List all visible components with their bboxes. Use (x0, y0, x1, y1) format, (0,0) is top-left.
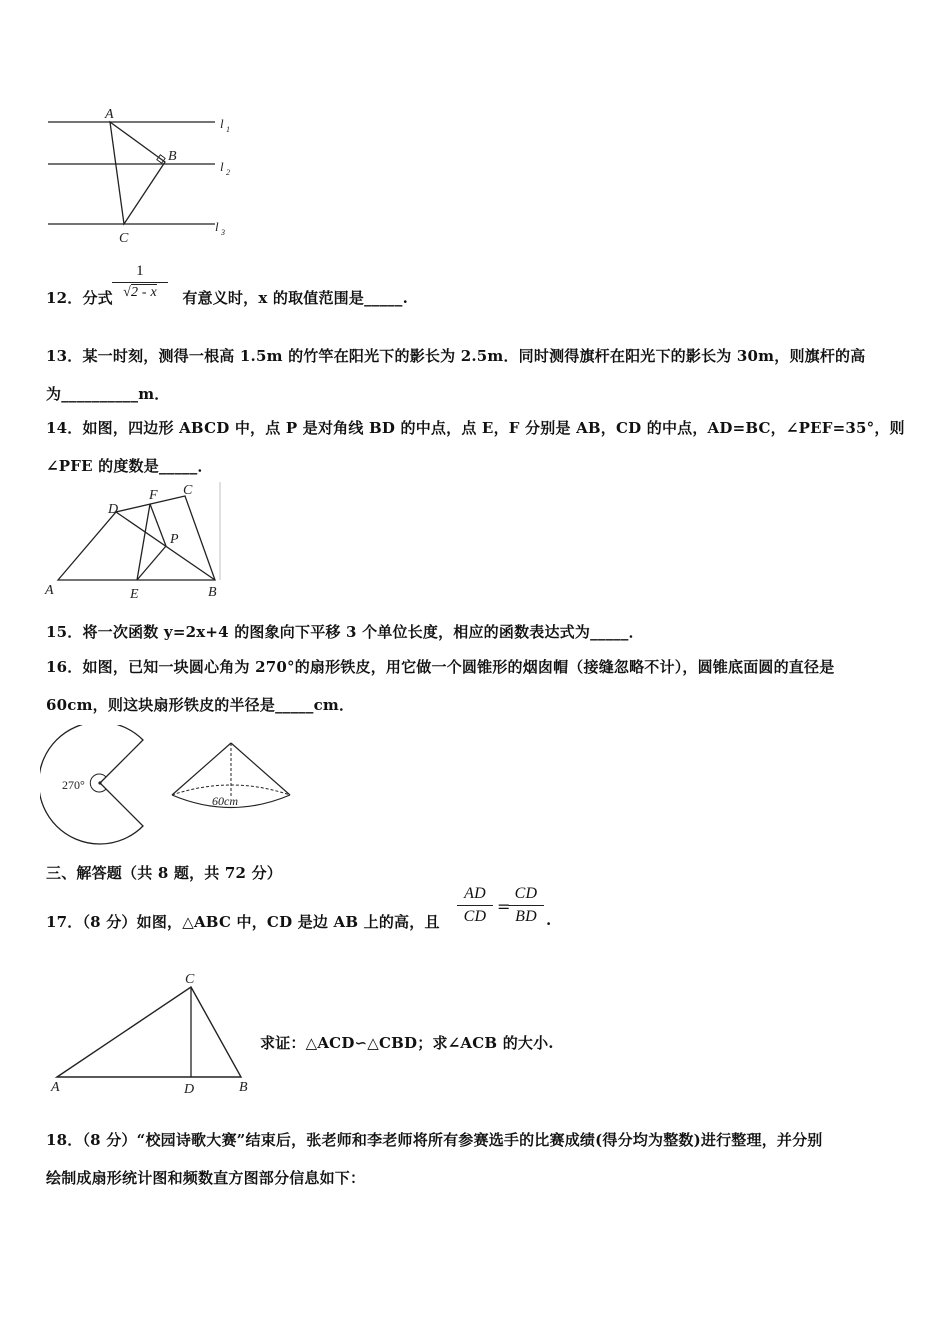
label-c: C (183, 483, 193, 498)
question-17 (46, 885, 552, 935)
question-14-line1: 14．如图，四边形 ABCD 中，点 P 是对角线 BD 的中点，点 E，F 分别是 AB，CD 的中点，AD=BC，∠PEF=35°，则 (46, 419, 905, 437)
label-b: B (168, 149, 177, 164)
label-b: B (208, 585, 217, 600)
sector-270 (40, 725, 143, 844)
label-l3-sub: 3 (221, 228, 225, 237)
label-p: P (170, 532, 179, 547)
question-12 (46, 263, 408, 307)
label-c: C (119, 231, 129, 246)
label-d: D (108, 502, 119, 517)
q17-f2-den: BD (515, 908, 537, 925)
sector-center (98, 781, 101, 784)
figure-parallel-lines-triangle (40, 100, 250, 250)
segment-fp (150, 504, 166, 546)
label-l1-sub: 1 (226, 125, 230, 134)
label-b: B (239, 1080, 248, 1095)
q17-suffix: . (546, 911, 552, 929)
label-f: F (149, 488, 158, 503)
label-d: D (184, 1082, 195, 1097)
q12-fraction (112, 263, 168, 301)
q12-radicand: 2 - x (131, 285, 157, 300)
question-15: 15．将一次函数 y=2x+4 的图象向下平移 3 个单位长度，相应的函数表达式为_____． (46, 623, 644, 641)
question-16-line1: 16．如图，已知一块圆心角为 270°的扇形铁皮，用它做一个圆锥形的烟囱帽（接缝忽略不计），圆锥底面圆的直径是 (46, 658, 835, 676)
label-l2-sub: 2 (226, 168, 230, 177)
question-17-prove: 求证：△ACD∽△CBD；求∠ACB 的大小. (260, 1034, 554, 1052)
q17-f1-num: AD (464, 885, 486, 902)
diameter-label: 60cm (212, 794, 238, 808)
label-e: E (130, 587, 139, 602)
question-13-line1: 13．某一时刻，测得一根高 1.5m 的竹竿在阳光下的影长为 2.5m．同时测得旗杆在阳光下的影长为 30m，则旗杆的高 (46, 347, 866, 365)
q17-fraction-1 (457, 885, 493, 926)
cone-right-side (231, 743, 290, 795)
angle-label: 270° (62, 778, 85, 792)
question-18-line1: 18．（8 分）“校园诗歌大赛”结束后，张老师和李老师将所有参赛选手的比赛成绩(得分均为整数)进行整理，并分别 (46, 1131, 823, 1149)
label-a: A (45, 583, 54, 598)
q17-f1-den: CD (463, 908, 487, 925)
label-l2: l (220, 159, 224, 174)
question-18-line2: 绘制成扇形统计图和频数直方图部分信息如下： (46, 1169, 366, 1187)
q17-prefix: 17．（8 分）如图，△ABC 中，CD 是边 AB 上的高，且 (46, 913, 440, 931)
label-a: A (105, 107, 114, 122)
q17-fraction-2 (508, 885, 544, 926)
q17-equals: = (497, 897, 511, 916)
q12-prefix: 12．分式 (46, 289, 113, 307)
question-16-line2: 60cm，则这块扇形铁皮的半径是_____cm． (46, 696, 355, 714)
triangle-abc (57, 987, 241, 1077)
label-c: C (185, 972, 195, 987)
quadrilateral (58, 496, 215, 580)
section-3-title: 三、解答题（共 8 题，共 72 分） (46, 864, 283, 882)
angle-arc (90, 774, 106, 792)
label-a: A (51, 1080, 60, 1095)
label-l3: l (215, 219, 219, 234)
figure-triangle-abc-altitude (45, 965, 265, 1100)
question-13-line2: 为__________m． (46, 385, 170, 403)
q17-f2-num: CD (514, 885, 538, 902)
segment-ef (137, 504, 150, 580)
triangle-abc (110, 122, 165, 224)
question-14-line2: ∠PFE 的度数是_____． (46, 457, 213, 475)
q12-radical: √2 - x (123, 285, 157, 300)
label-l1: l (220, 116, 224, 131)
q12-suffix: 有意义时，x 的取值范围是_____. (182, 289, 409, 307)
q12-numerator: 1 (136, 263, 144, 279)
figure-sector-and-cone (40, 725, 300, 845)
figure-quadrilateral-abcd (40, 480, 230, 605)
